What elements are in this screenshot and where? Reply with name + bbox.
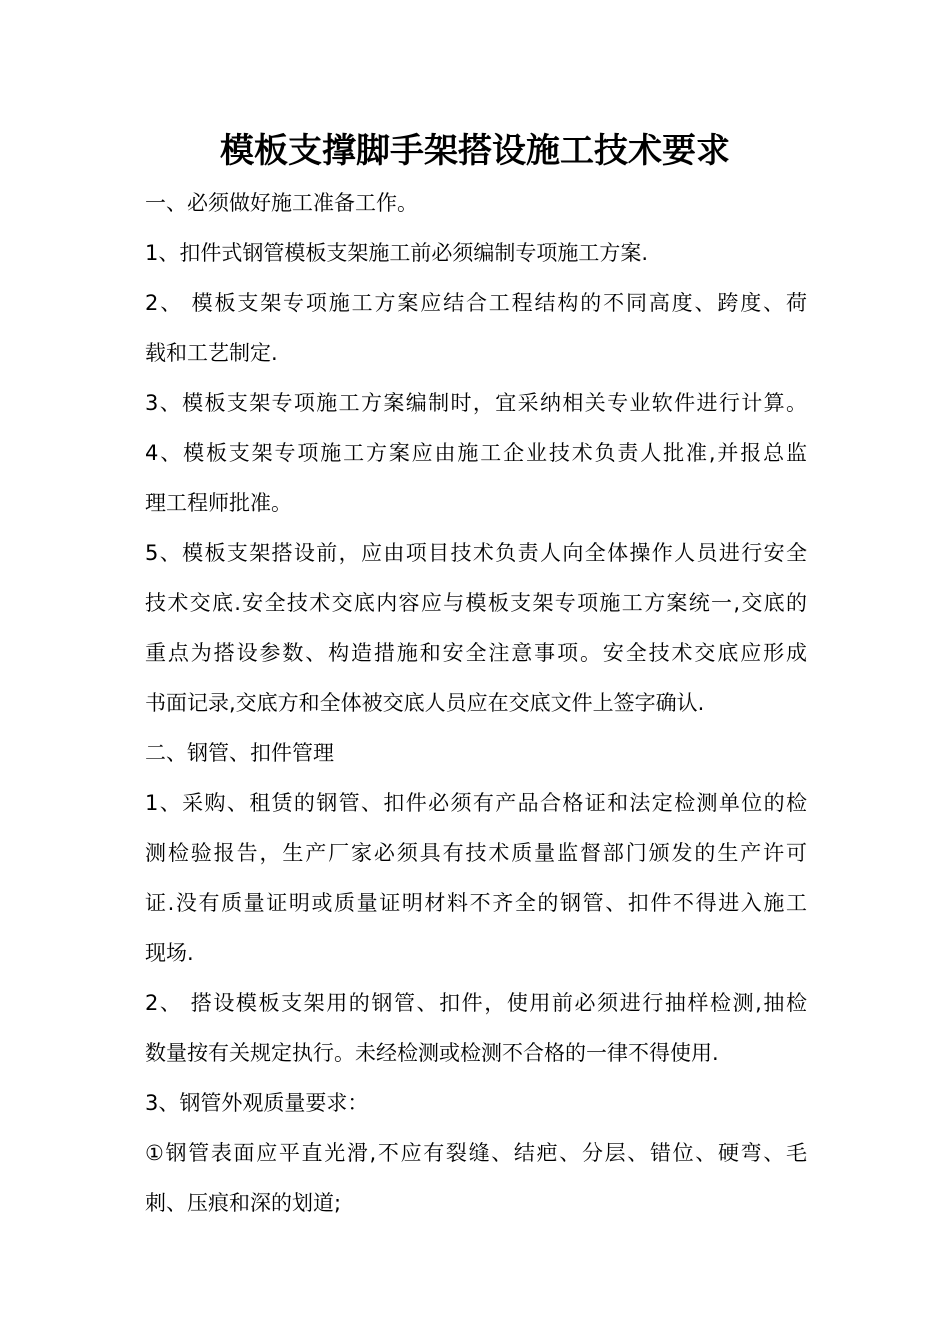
body-line: 数量按有关规定执行。未经检测或检测不合格的一律不得使用. xyxy=(145,1041,719,1065)
body-line: 证.没有质量证明或质量证明材料不齐全的钢管、扣件不得进入施工 xyxy=(145,891,807,915)
document-title: 模板支撑脚手架搭设施工技术要求 xyxy=(220,131,730,171)
document-body xyxy=(145,178,807,1228)
body-line: 1、采购、租赁的钢管、扣件必须有产品合格证和法定检测单位的检 xyxy=(145,791,807,815)
body-line: 二、钢管、扣件管理 xyxy=(145,741,334,765)
body-line: 书面记录,交底方和全体被交底人员应在交底文件上签字确认. xyxy=(145,691,705,715)
body-line: 3、钢管外观质量要求： xyxy=(145,1091,369,1115)
body-line: 重点为搭设参数、构造措施和安全注意事项。安全技术交底应形成 xyxy=(145,641,807,665)
body-line: ①钢管表面应平直光滑,不应有裂缝、结疤、分层、错位、硬弯、毛 xyxy=(145,1141,807,1165)
body-line: 一、必须做好施工准备工作。 xyxy=(145,191,418,215)
body-line: 3、模板支架专项施工方案编制时，宜采纳相关专业软件进行计算。 xyxy=(145,391,807,415)
body-line: 技术交底.安全技术交底内容应与模板支架专项施工方案统一,交底的 xyxy=(145,591,807,615)
body-line: 4、模板支架专项施工方案应由施工企业技术负责人批准,并报总监 xyxy=(145,441,807,465)
body-line: 2、 模板支架专项施工方案应结合工程结构的不同高度、跨度、荷 xyxy=(145,291,807,315)
body-line: 5、模板支架搭设前，应由项目技术负责人向全体操作人员进行安全 xyxy=(145,541,807,565)
body-line: 2、 搭设模板支架用的钢管、扣件，使用前必须进行抽样检测,抽检 xyxy=(145,991,807,1015)
body-line: 载和工艺制定. xyxy=(145,341,278,365)
body-line: 刺、压痕和深的划道; xyxy=(145,1191,342,1215)
body-line: 理工程师批准。 xyxy=(145,491,292,515)
body-line: 1、扣件式钢管模板支架施工前必须编制专项施工方案. xyxy=(145,241,649,265)
body-line: 现场. xyxy=(145,941,194,965)
body-line: 测检验报告，生产厂家必须具有技术质量监督部门颁发的生产许可 xyxy=(145,841,807,865)
